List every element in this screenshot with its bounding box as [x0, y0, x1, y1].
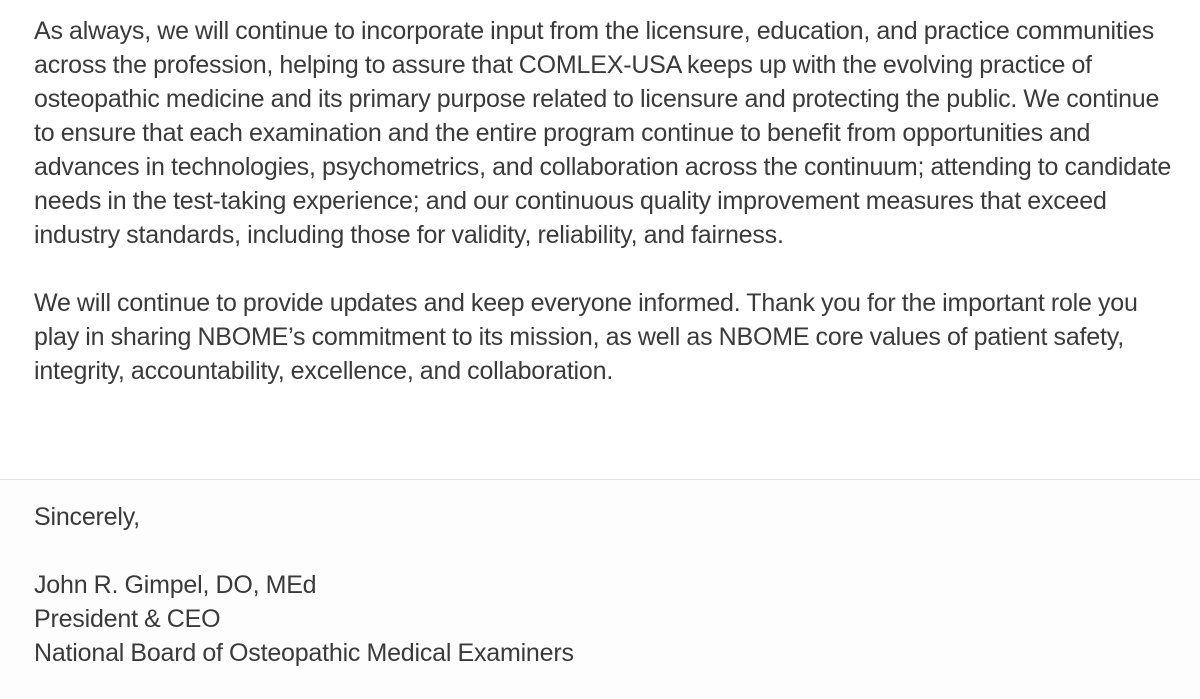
- paragraph-updates-thanks: We will continue to provide updates and keep everyone informed. Thank you for the important role you play in sharing NBOME’s commitment to its mission, as well as NBOME core values of patient safety, integrity, accountability, excellence, and collaboration.: [34, 289, 1138, 385]
- closing-salutation: Sincerely,: [34, 503, 140, 531]
- paragraph-input-commitment: As always, we will continue to incorporate input from the licensure, education, and practice communities across the profession, helping to assure that COMLEX-USA keeps up with the evolving practice of osteopathic medicine and its primary purpose related to licensure and protecting the public. We continue to ensure that each examination and the entire program continue to benefit from opportunities and advances in technologies, psychometrics, and collaboration across the continuum; attending to candidate needs in the test-taking experience; and our continuous quality improvement measures that exceed industry standards, including those for validity, reliability, and fairness.: [34, 17, 1172, 249]
- signer-title: President & CEO: [34, 605, 221, 633]
- closing-section: [0, 480, 1200, 699]
- signer-organization: National Board of Osteopathic Medical Examiners: [34, 639, 574, 667]
- signature-block: [34, 568, 1180, 670]
- signer-name: John R. Gimpel, DO, MEd: [34, 571, 317, 599]
